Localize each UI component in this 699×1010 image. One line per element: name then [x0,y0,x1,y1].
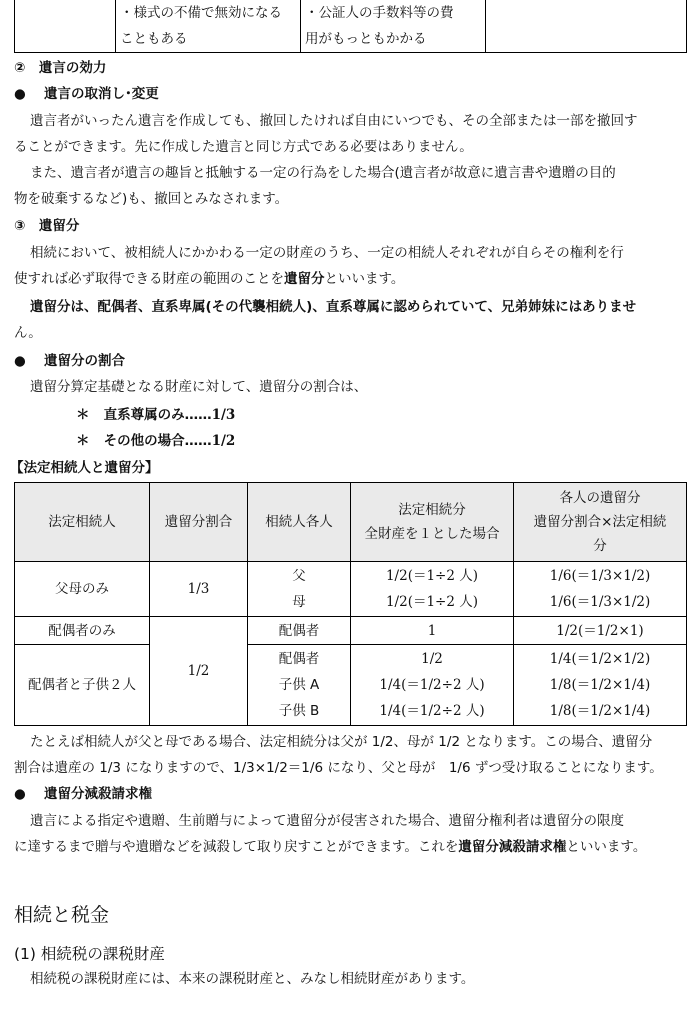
paragraph-line [14,266,686,292]
bullet-label: 遺留分の割合 [44,353,125,369]
cell-ratio: 1/2 [150,617,248,726]
section-heading-reserved: ③ 遺留分 [14,218,80,234]
text-run: といいます。 [324,271,405,287]
fragment-empty-cell [15,0,116,53]
share: 1/4(＝1/2÷2 人) [379,703,485,719]
reserved: 1/6(＝1/3×1/2) [549,568,651,584]
reserved: 1/6(＝1/3×1/2) [549,594,651,610]
cell-ratio: 1/3 [150,562,248,617]
asterisk-icon: ＊ [76,433,90,449]
fragment-text: ・様式の不備で無効になる [120,5,282,21]
table-caption: 【法定相続人と遺留分】 [10,460,159,476]
cell-heir: 配偶者と子供２人 [15,645,150,726]
ratio-value: 1/3 [211,407,236,423]
header-line: 各人の遺留分 [559,490,641,506]
table-row [15,562,687,617]
header-member: 相続人各人 [248,483,351,562]
share: 1/2(＝1÷2 人) [385,594,479,610]
cell-reserved: 1/2(＝1/2×1) [514,617,687,645]
reserved: 1/4(＝1/2×1/2) [549,651,651,667]
bullet-heading-revocation [14,81,686,107]
cell-members: 配偶者 [248,617,351,645]
emphasis-term: 遺留分 [284,271,325,287]
member: 子供 A [278,677,320,693]
emphasis-term: 遺留分減殺請求権 [458,839,567,855]
header-reserved [514,483,687,562]
ratio-item [76,429,235,453]
paragraph-line: ることができます。先に作成した遺言と同じ方式である必要はありません。 [14,139,473,155]
fragment-text: 用がもっともかかる [305,31,427,47]
bullet-heading-claim [14,781,686,807]
cell-shares [351,562,514,617]
table-row [15,617,687,645]
text-run: に達するまで贈与や遺贈などを減殺して取り戻すことができます。これを [14,839,459,855]
asterisk-icon: ＊ [76,407,90,423]
header-heir: 法定相続人 [15,483,150,562]
text-run: 使すれば必ず取得できる財産の範囲のことを [14,271,284,287]
paragraph-line: 相続において、被相続人にかかわる一定の財産のうち、一定の相続人それぞれが自らその権利を行 [30,245,624,261]
bullet-icon: ● [14,786,26,802]
reserved-share-table [14,482,687,726]
paragraph-line: ん。 [14,325,42,341]
bullet-heading-ratio [14,348,686,374]
text-run: といいます。 [566,839,647,855]
header-line: 分 [593,538,607,554]
subsection-title: (1) 相続税の課税財産 [14,945,165,963]
ratio-label: その他の場合…… [103,433,212,449]
paragraph-line: 遺留分算定基礎となる財産に対して、遺留分の割合は、 [30,379,368,395]
paragraph-line: 遺留分は、配偶者、直系卑属(その代襲相続人)、直系尊属に認められていて、兄弟姉妹にはありませ [30,299,637,315]
fragment-empty-cell [486,0,687,53]
fragment-text: こともある [120,31,188,47]
bullet-icon: ● [14,86,26,102]
bullet-icon: ● [14,353,26,369]
header-legal-share [351,483,514,562]
cell-members [248,562,351,617]
paragraph-line: たとえば相続人が父と母である場合、法定相続分は父が 1/2、母が 1/2 となります。この場合、遺留分 [30,734,653,750]
header-line: 遺留分割合×法定相続 [533,514,667,530]
member: 子供 B [278,703,320,719]
reserved: 1/8(＝1/2×1/4) [549,677,651,693]
share: 1/2 [421,651,443,667]
ratio-value: 1/2 [211,433,236,449]
previous-table-fragment [14,0,687,53]
section-title-tax: 相続と税金 [14,904,110,926]
ratio-item [76,403,235,427]
bullet-label: 遺留分減殺請求権 [44,786,152,802]
reserved: 1/8(＝1/2×1/4) [549,703,651,719]
member: 配偶者 [278,651,320,667]
header-line: 全財産を１とした場合 [364,526,500,542]
cell-heir: 父母のみ [15,562,150,617]
section-heading-effect: ② 遺言の効力 [14,60,107,76]
member: 父 [292,568,306,584]
share: 1/4(＝1/2÷2 人) [379,677,485,693]
fragment-text: ・公証人の手数料等の費 [305,5,454,21]
cell-reserved [514,645,687,726]
paragraph-line: 遺言者がいったん遺言を作成しても、撤回したければ自由にいつでも、その全部または一部を撤回す [30,113,638,129]
ratio-label: 直系尊属のみ…… [103,407,212,423]
bullet-label: 遺言の取消し･変更 [44,86,159,102]
header-ratio: 遺留分割合 [150,483,248,562]
paragraph-line: 割合は遺産の 1/3 になりますので、1/3×1/2＝1/6 になり、父と母が 1/6 ずつ受け取ることになります。 [14,760,663,776]
cell-heir: 配偶者のみ [15,617,150,645]
paragraph-line: 相続税の課税財産には、本来の課税財産と、みなし相続財産があります。 [30,971,475,987]
member: 母 [292,594,306,610]
share: 1/2(＝1÷2 人) [385,568,479,584]
table-header-row [15,483,687,562]
cell-reserved [514,562,687,617]
cell-members [248,645,351,726]
table-row [15,645,687,726]
paragraph-line: 遺言による指定や遺贈、生前贈与によって遺留分が侵害された場合、遺留分権利者は遺留分の限度 [30,813,624,829]
cell-shares: 1 [351,617,514,645]
header-line: 法定相続分 [398,502,466,518]
paragraph-line: また、遺言者が遺言の趣旨と抵触する一定の行為をした場合(遺言者が故意に遺言書や遺贈の目的 [30,165,616,181]
paragraph-line [14,834,686,860]
fragment-cell-invalid [116,0,301,53]
cell-shares [351,645,514,726]
fragment-cell-notary [301,0,486,53]
paragraph-line: 物を破棄するなど)も、撤回とみなされます。 [14,191,289,207]
